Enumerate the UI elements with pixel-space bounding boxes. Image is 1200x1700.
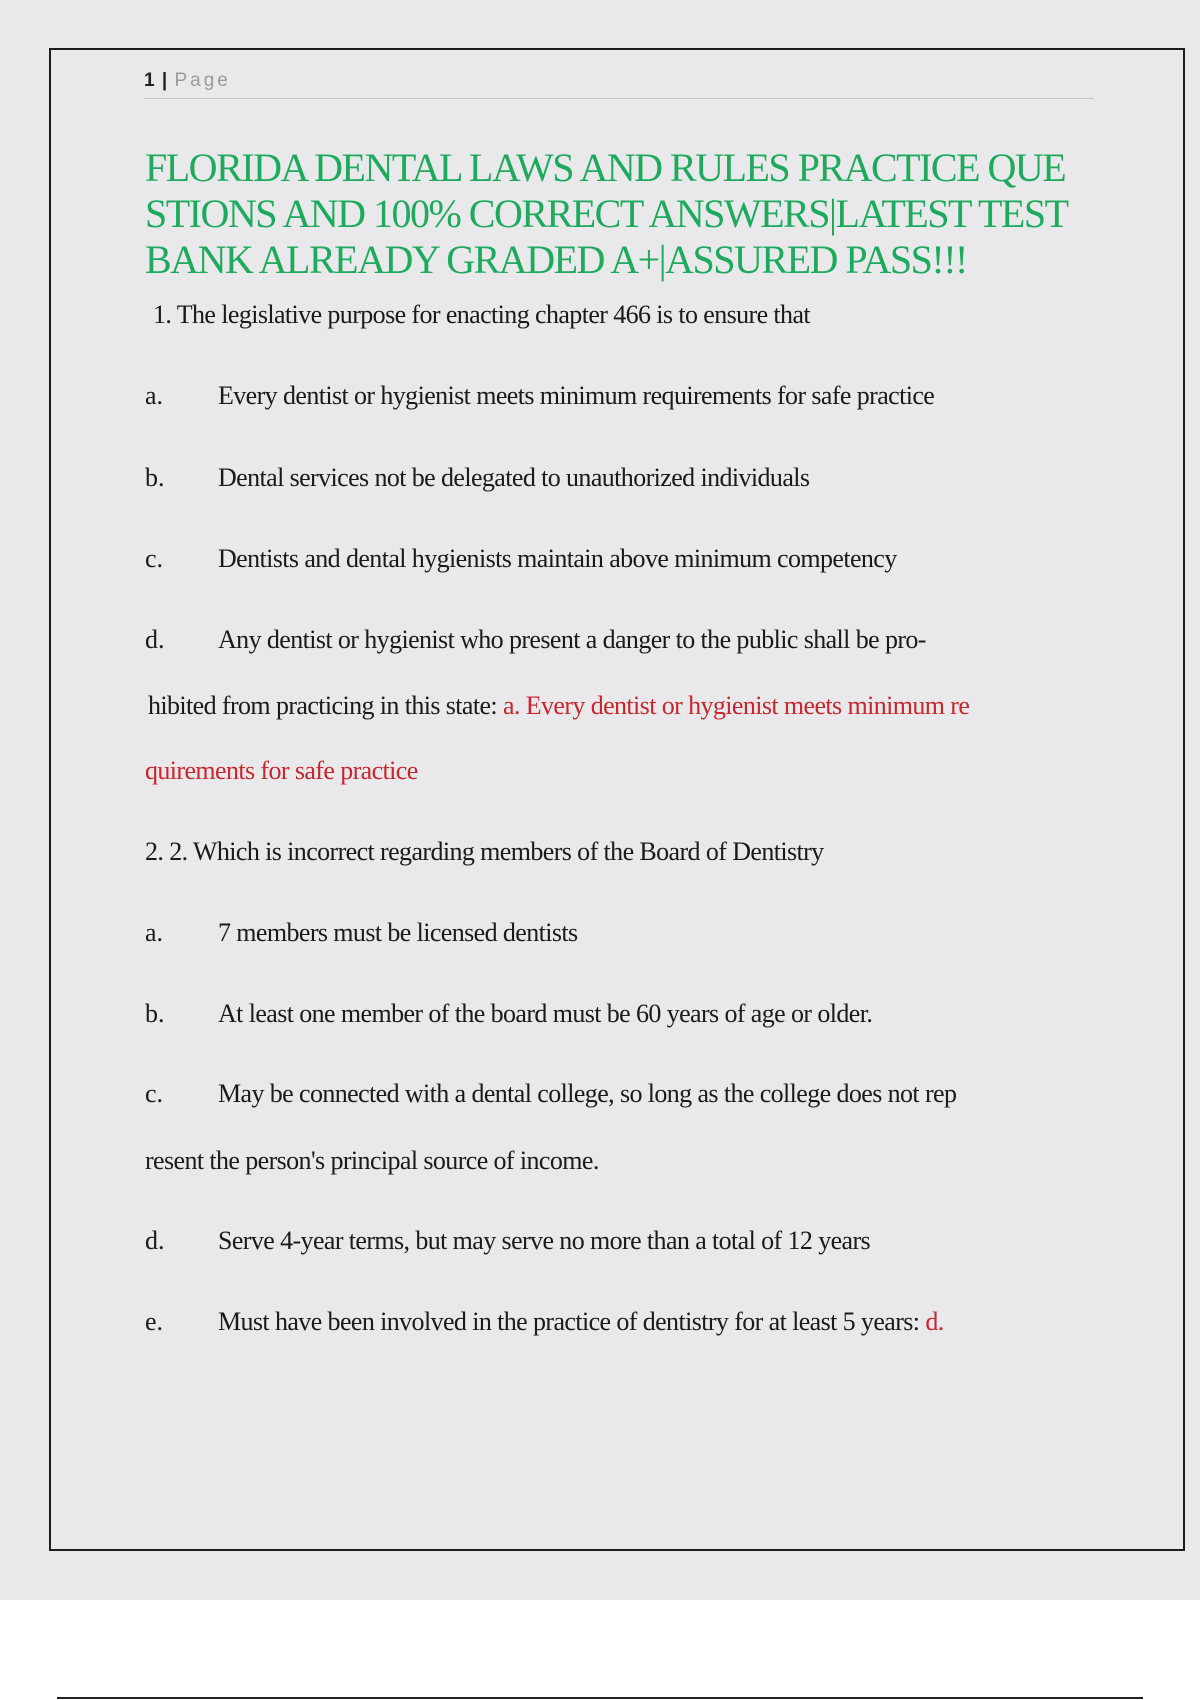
q1-continuation: hibited from practicing in this state: [148,691,503,720]
document-title [145,145,1135,283]
title-line-3: BANK ALREADY GRADED A+|ASSURED PASS!!! [145,237,967,282]
q2-option-b-letter: b. [145,999,165,1028]
q1-option-d: Any dentist or hygienist who present a danger to the public shall be pro- [218,625,926,654]
q2-option-c-continuation: resent the person's principal source of income. [145,1146,599,1175]
q1-continuation-line [148,691,969,721]
q2-option-e: Must have been involved in the practice of dentistry for at least 5 years: [218,1307,926,1336]
question-1: 1. The legislative purpose for enacting chapter 466 is to ensure that [153,300,811,329]
page-header [144,70,1094,99]
q1-option-c-letter: c. [145,544,164,573]
page-label: Page [174,70,231,91]
q2-option-e-letter: e. [145,1307,164,1336]
page-bottom-margin [0,1600,1200,1700]
q2-option-c: May be connected with a dental college, so long as the college does not rep [218,1079,957,1108]
bottom-divider [57,1697,1143,1699]
q1-option-a-letter: a. [145,381,164,410]
q2-answer: d. [925,1307,944,1336]
header-separator: | [161,70,168,91]
q2-option-b: At least one member of the board must be 60 years of age or older. [218,999,873,1028]
question-2: 2. 2. Which is incorrect regarding members of the Board of Dentistry [145,837,824,866]
q2-option-c-letter: c. [145,1079,164,1108]
q1-option-b: Dental services not be delegated to unauthorized individuals [218,463,810,492]
q1-option-c: Dentists and dental hygienists maintain above minimum competency [218,544,897,573]
q2-option-a: 7 members must be licensed dentists [218,918,578,947]
q2-option-d-letter: d. [145,1226,165,1255]
q1-option-a: Every dentist or hygienist meets minimum requirements for safe practice [218,381,935,410]
title-line-1: FLORIDA DENTAL LAWS AND RULES PRACTICE QUE [145,145,1066,190]
q1-option-b-letter: b. [145,463,165,492]
title-line-2: STIONS AND 100% CORRECT ANSWERS|LATEST TEST [145,191,1068,236]
q2-option-d: Serve 4-year terms, but may serve no more than a total of 12 years [218,1226,871,1255]
q1-answer-continuation: quirements for safe practice [145,756,418,785]
q2-option-e-line [218,1307,944,1337]
page-number: 1 [144,70,155,91]
q2-option-a-letter: a. [145,918,164,947]
q1-answer: a. Every dentist or hygienist meets minimum re [502,691,970,720]
q1-option-d-letter: d. [145,625,165,654]
